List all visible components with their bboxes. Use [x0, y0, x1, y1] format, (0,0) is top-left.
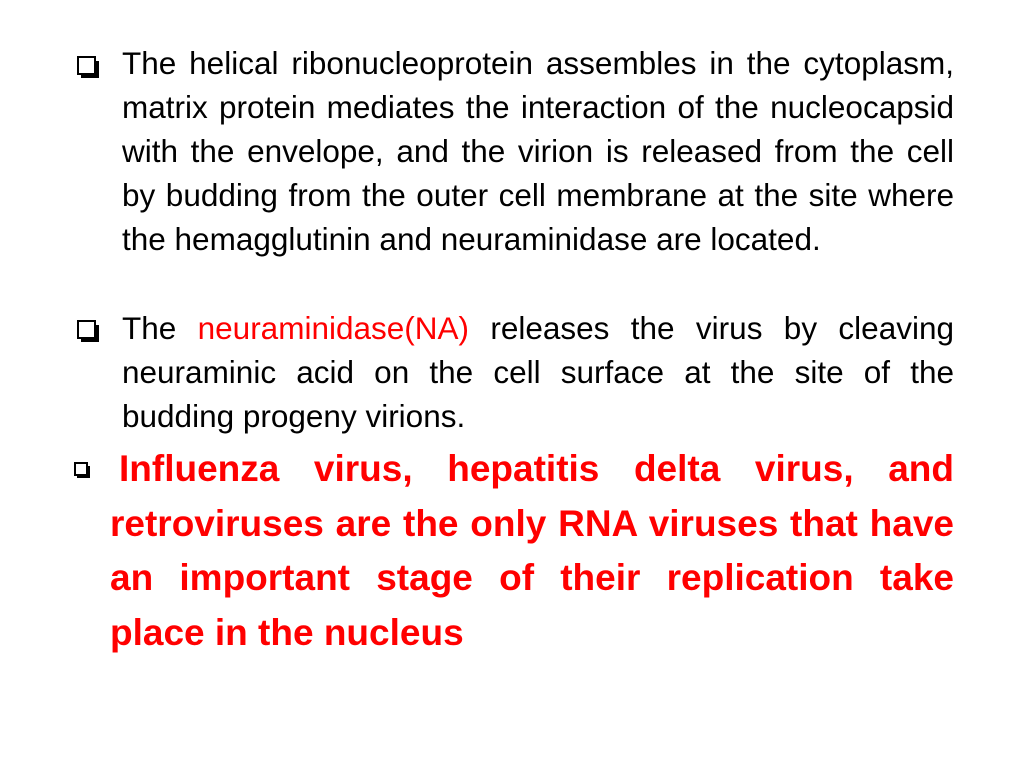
bullet-text-3: Influenza virus, hepatitis delta virus, and retroviruses are the only RNA viruses that have an important stage of their replication take place in the nucleus [110, 448, 954, 653]
neuraminidase-highlight: neuraminidase(NA) [197, 310, 470, 346]
hollow-square-bullet-icon [74, 462, 88, 476]
hollow-square-bullet-icon [77, 56, 96, 75]
hollow-square-bullet-icon [77, 320, 96, 339]
bullet-text-1: The helical ribonucleoprotein assembles in the cytoplasm, matrix protein mediates the interaction of the nucleocapsid with the envelope, and the virion is released from the cell by budding from the outer cell membrane at the site where the hemagglutinin and neuraminidase are located. [122, 45, 954, 257]
bullet-text-2 [122, 306, 954, 438]
bullet-text-2-suffix: releases the virus by cleaving neuraminic acid on the cell surface at the site of the budding progeny virions. [122, 310, 954, 434]
bullet-text-2-prefix: The [122, 310, 198, 346]
